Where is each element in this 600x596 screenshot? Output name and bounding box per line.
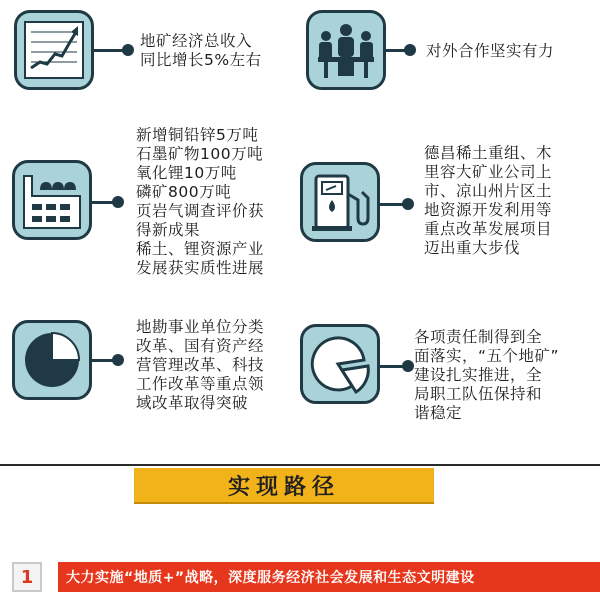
- item-text-cooperation: 对外合作坚实有力: [426, 42, 555, 60]
- strategy-number: 1: [20, 566, 34, 588]
- item-text-minerals: 新增铜铅锌5万吨 石墨矿物100万吨 氧化锂10万吨 磷矿800万吨 页岩气调查评价获 得新成果 稀土、锂资源产业 发展获实质性进展: [136, 126, 265, 277]
- line-chart-icon: [20, 16, 88, 84]
- card-cooperation: [306, 10, 386, 90]
- connector-dot: [402, 360, 414, 372]
- fuel-pump-icon: [306, 168, 374, 236]
- connector-dot: [112, 196, 124, 208]
- item-text-responsibility: 各项责任制得到全 面落实，“五个地矿” 建设扎实推进，全 局职工队伍保持和 谐稳定: [414, 328, 560, 422]
- item-text-reform-projects: 德昌稀土重组、木 里容大矿业公司上 市、凉山州片区土 地资源开发利用等 重点改革发展项目 迈出重大步伐: [424, 144, 553, 257]
- item-text-institutional-reform: 地勘事业单位分类 改革、国有资产经 营管理改革、科技 工作改革等重点领 域改革取得突破: [136, 318, 265, 412]
- card-reform-projects: [300, 162, 380, 242]
- section-divider: [0, 464, 600, 466]
- connector-dot: [404, 44, 416, 56]
- section-banner: [134, 468, 434, 504]
- strategy-number-badge: [12, 562, 42, 592]
- pie-slice-icon: [306, 330, 374, 398]
- factory-icon: [18, 166, 86, 234]
- card-economy: [14, 10, 94, 90]
- connector-dot: [122, 44, 134, 56]
- card-responsibility: [300, 324, 380, 404]
- card-minerals: [12, 160, 92, 240]
- section-title: 实现路径: [227, 474, 340, 500]
- pie-chart-icon: [18, 326, 86, 394]
- strategy-text: 大力实施“地质+”战略，深度服务经济社会发展和生态文明建设: [66, 570, 475, 586]
- connector-dot: [402, 198, 414, 210]
- connector-dot: [112, 354, 124, 366]
- card-institutional-reform: [12, 320, 92, 400]
- item-text-economy: 地矿经济总收入 同比增长5%左右: [140, 32, 262, 69]
- meeting-icon: [312, 16, 380, 84]
- strategy-bar: [58, 562, 600, 592]
